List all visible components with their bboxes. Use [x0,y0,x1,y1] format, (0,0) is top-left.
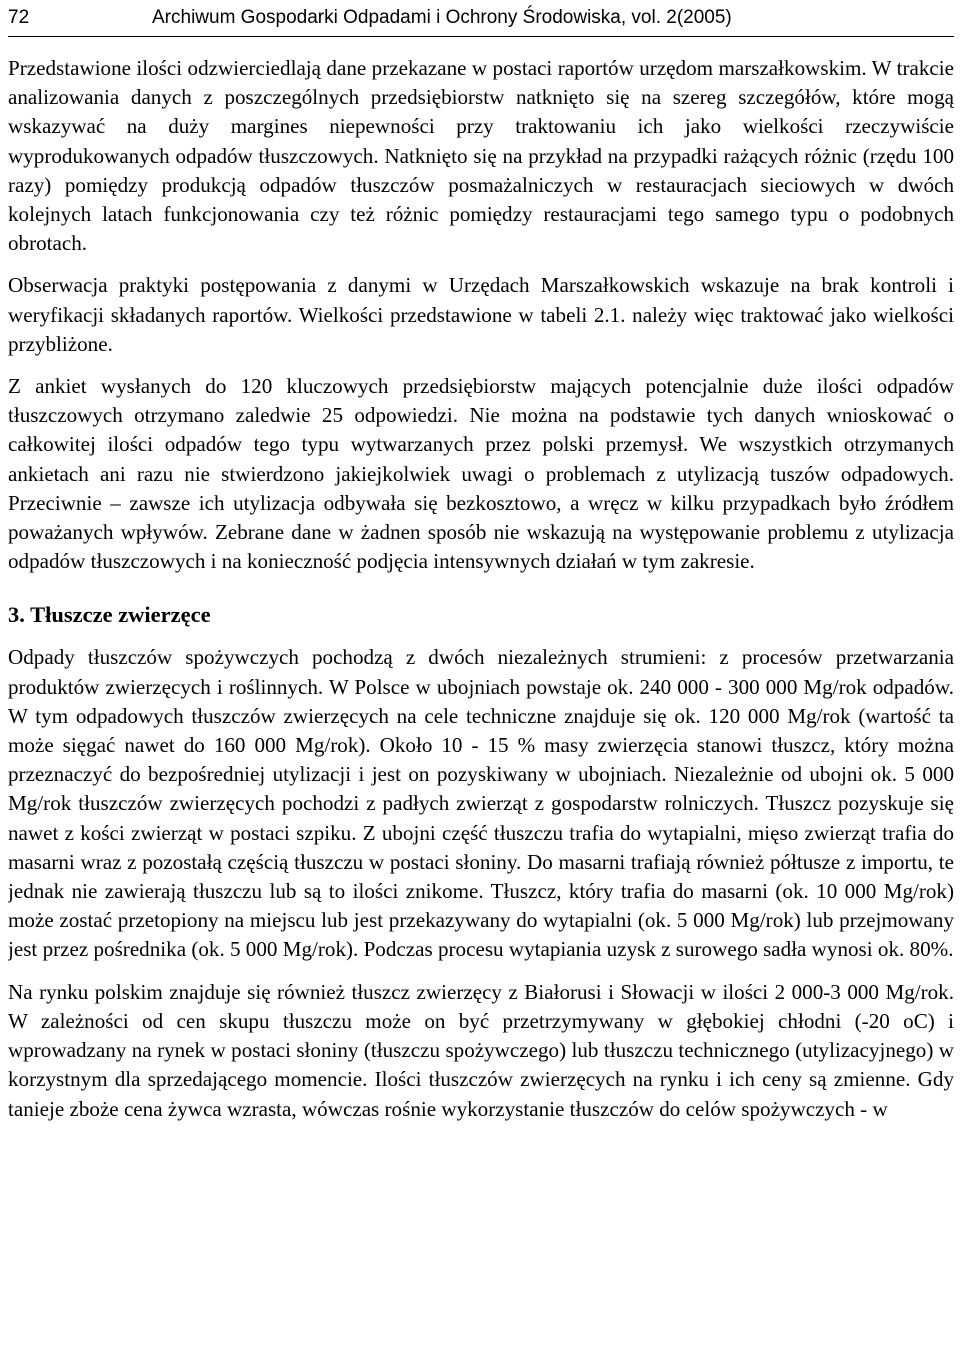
article-body [8,54,954,1137]
paragraph-market: Na rynku polskim znajduje się również tłuszcz zwierzęcy z Białorusi i Słowacji w ilości 2 000-3 000 Mg/rok. W zależności od cen skupu tłuszczu może on być przetrzymywany w głębokiej chłodni (-20 oC) i wprowadzany na rynek w postaci słoniny (tłuszczu spożywczego) lub tłuszczu technicznego (utylizacyjnego) w korzystnym dla sprzedającego momencie. Ilości tłuszczów zwierzęcych na rynku i ich ceny są zmienne. Gdy tanieje zboże cena żywca wzrasta, wówczas rośnie wykorzystanie tłuszczów do celów spożywczych - w [8,979,954,1121]
running-header [8,4,954,37]
paragraph-verification: Obserwacja praktyki postępowania z danymi w Urzędach Marszałkowskich wskazuje na brak kontroli i weryfikacji składanych raportów. Wielkości przedstawione w tabeli 2.1. należy więc traktować jako wielkości przybliżone. [8,273,954,356]
section-heading: 3. Tłuszcze zwierzęce [8,602,211,628]
paragraph-reports: Przedstawione ilości odzwierciedlają dane przekazane w postaci raportów urzędom marszałkowskim. W trakcie analizowania danych z poszczególnych przedsiębiorstw natknięto się na szereg szczegółów, które mogą wskazywać na duży margines niepewności przy traktowaniu ich jako wielkości rzeczywiście wyprodukowanych odpadów tłuszczowych. Natknięto się na przykład na przypadki rażących różnic (rzędu 100 razy) pomiędzy produkcją odpadów tłuszczów posmażalniczych w restauracjach sieciowych w dwóch kolejnych latach funkcjonowania czy też różnic pomiędzy restauracjami tego samego typu o podobnych obrotach. [8,56,954,256]
paragraph-animal-fats: Odpady tłuszczów spożywczych pochodzą z dwóch niezależnych strumieni: z procesów przetwarzania produktów zwierzęcych i roślinnych. W Polsce w ubojniach powstaje ok. 240 000 - 300 000 Mg/rok odpadów. W tym odpadowych tłuszczów zwierzęcych na cele techniczne znajduje się ok. 120 000 Mg/rok (wartość ta może sięgać nawet do 160 000 Mg/rok). Około 10 - 15 % masy zwierzęcia stanowi tłuszcz, który można przeznaczyć do bezpośredniej utylizacji i jest on pozyskiwany w ubojniach. Niezależnie od ubojni ok. 5 000 Mg/rok tłuszczów zwierzęcych pochodzi z padłych zwierząt z gospodarstw rolniczych. Tłuszcz pozyskuje się nawet z kości zwierząt w postaci szpiku. Z ubojni część tłuszczu trafia do wytapialni, mięso zwierząt trafia do masarni wraz z pozostałą częścią tłuszczu w postaci słoniny. Do masarni trafiają również półtusze z importu, te jednak nie zawierają tłuszczu lub są to ilości znikome. Tłuszcz, który trafia do masarni (ok. 10 000 Mg/rok) może zostać przetopiony na miejscu lub jest przekazywany do wytapialni (ok. 5 000 Mg/rok) lub przejmowany jest przez pośrednika (ok. 5 000 Mg/rok). Podczas procesu wytapiania uzysk z surowego sadła wynosi ok. 80%. [8,645,954,962]
document-page [8,0,954,1366]
journal-title: Archiwum Gospodarki Odpadami i Ochrony Środowiska, vol. 2(2005) [152,7,732,28]
page-number: 72 [8,7,30,28]
paragraph-survey: Z ankiet wysłanych do 120 kluczowych przedsiębiorstw mających potencjalnie duże ilości odpadów tłuszczowych otrzymano zaledwie 25 odpowiedzi. Nie można na podstawie tych danych wnioskować o całkowitej ilości odpadów tego typu wytwarzanych przez polski przemysł. We wszystkich otrzymanych ankietach ani razu nie stwierdzono jakiejkolwiek uwagi o problemach z utylizacją tuszów odpadowych. Przeciwnie – zawsze ich utylizacja odbywała się bezkosztowo, a wręcz w kilku przypadkach było źródłem poważanych wpływów. Zebrane dane w żadnen sposób nie wskazują na występowanie problemu z utylizacja odpadów tłuszczowych i na konieczność podjęcia intensywnych działań w tym zakresie. [8,374,954,574]
